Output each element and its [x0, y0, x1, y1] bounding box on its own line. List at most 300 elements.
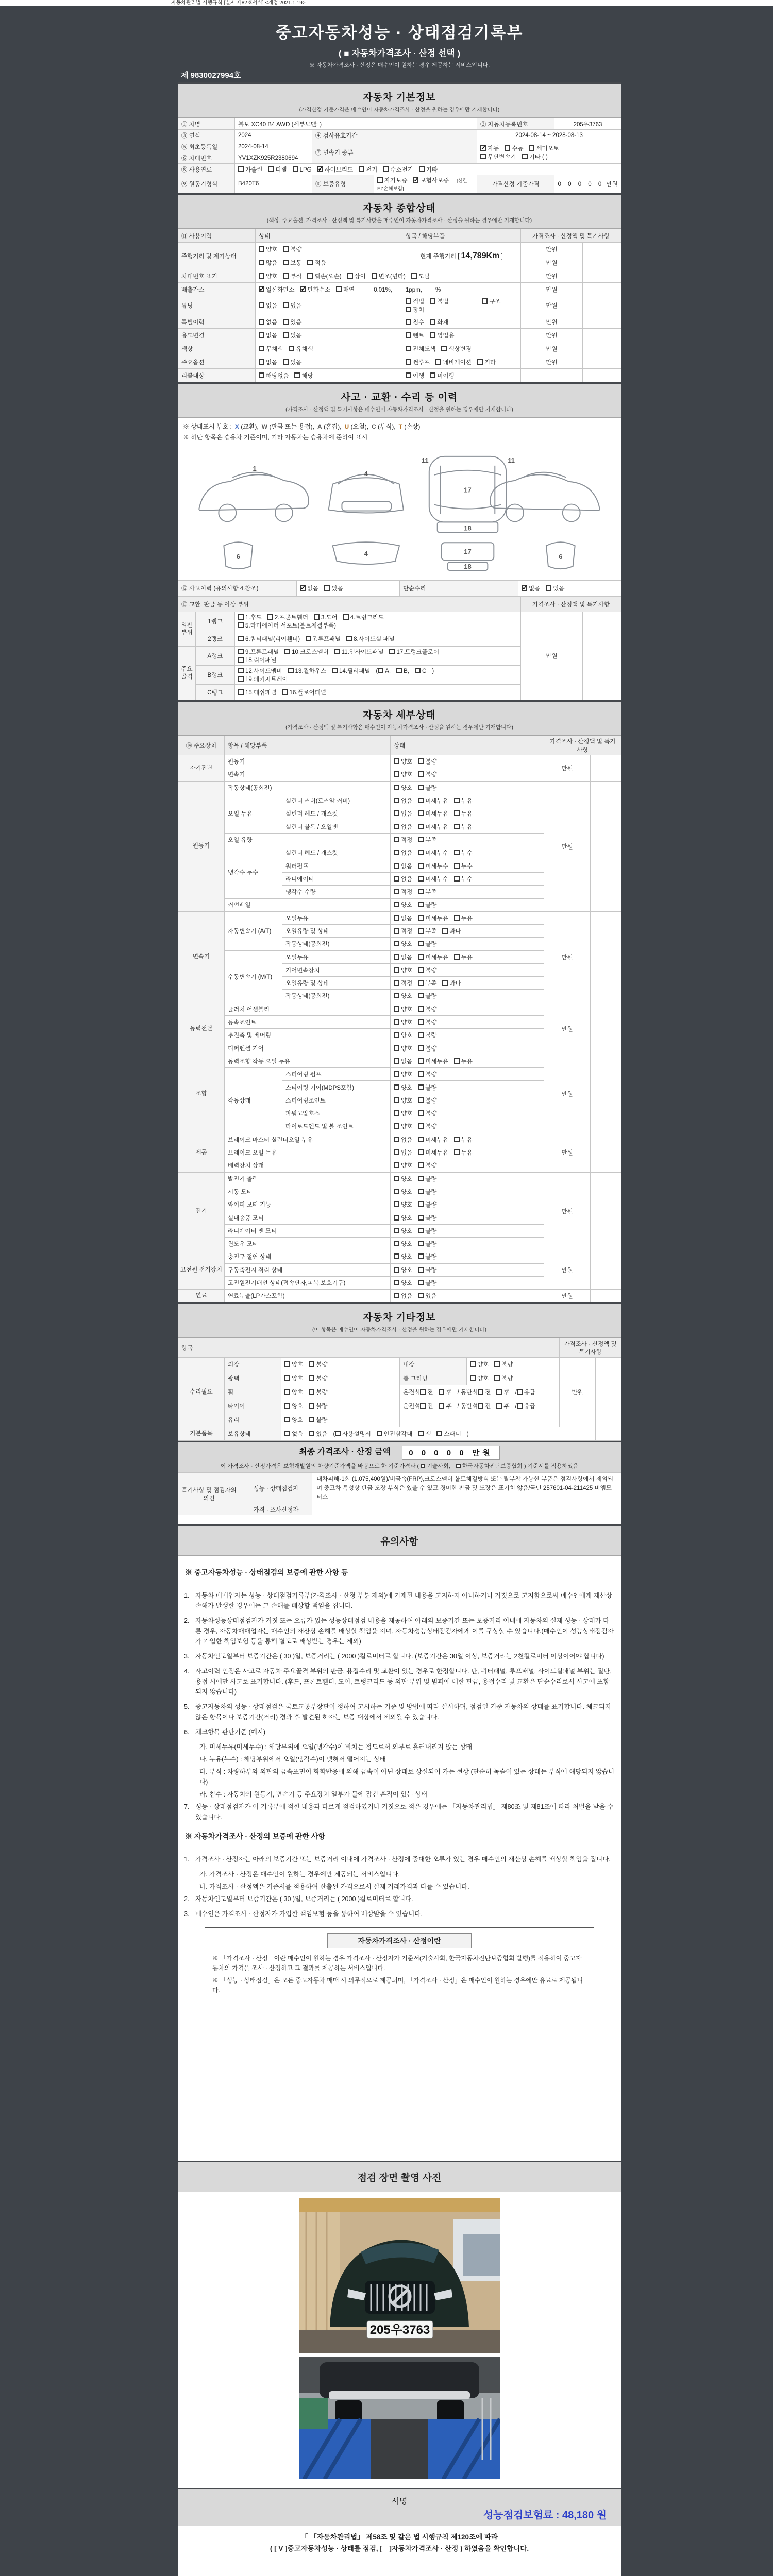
checkbox[interactable] [406, 319, 411, 325]
checkbox[interactable] [418, 1006, 424, 1012]
cell-text: 0 0 0 0 0 [558, 181, 604, 188]
checkbox[interactable] [284, 1361, 290, 1367]
checkbox[interactable] [238, 668, 244, 673]
checkbox[interactable] [259, 273, 264, 279]
cell-text: 0.01%, [374, 286, 393, 293]
checkbox[interactable] [394, 1006, 399, 1012]
checkbox[interactable] [430, 332, 435, 338]
checkbox[interactable] [259, 359, 264, 365]
checkbox-option [284, 1360, 303, 1368]
checkbox[interactable] [419, 166, 425, 172]
checkbox-option [454, 849, 473, 857]
checkbox[interactable] [394, 850, 399, 855]
checkbox[interactable] [454, 1137, 460, 1142]
checkbox[interactable] [454, 1058, 460, 1064]
checkbox[interactable] [307, 260, 313, 265]
checkbox[interactable] [546, 585, 551, 591]
checkbox[interactable] [394, 889, 399, 894]
checkbox[interactable] [309, 1361, 314, 1367]
checkbox[interactable] [418, 967, 424, 973]
checkbox[interactable] [335, 1431, 341, 1436]
checkbox[interactable] [394, 824, 399, 829]
checkbox[interactable] [394, 980, 399, 986]
table-cell [256, 315, 402, 329]
checkbox[interactable] [259, 246, 264, 252]
checkbox[interactable] [267, 614, 273, 620]
notice-item-number: 3. [184, 1653, 190, 1660]
checkbox[interactable] [494, 1375, 500, 1381]
checkbox-label: 자동 [488, 145, 499, 152]
checkbox[interactable] [396, 668, 402, 673]
table-cell: 브레이크 오일 누유 [225, 1146, 391, 1159]
checkbox[interactable] [259, 286, 264, 292]
checkbox[interactable] [394, 1058, 399, 1064]
checkbox[interactable] [309, 1403, 314, 1409]
checkbox-label: 없음 [266, 359, 278, 366]
checkbox[interactable] [418, 993, 424, 998]
checkbox[interactable] [359, 166, 364, 172]
checkbox[interactable] [418, 1189, 424, 1194]
notice-item [184, 1894, 615, 1904]
checkbox[interactable] [454, 1149, 460, 1155]
checkbox[interactable] [406, 298, 411, 304]
checkbox[interactable] [517, 1403, 523, 1409]
checkbox-label: 기타 ( ) [529, 154, 548, 160]
checkbox[interactable] [300, 585, 306, 591]
checkbox[interactable] [418, 915, 424, 921]
table-cell [391, 1133, 544, 1146]
checkbox[interactable] [389, 649, 395, 654]
checkbox[interactable] [394, 1137, 399, 1142]
checkbox[interactable] [394, 1241, 399, 1246]
checkbox[interactable] [418, 863, 424, 869]
checkbox[interactable] [418, 1241, 424, 1246]
checkbox[interactable] [418, 850, 424, 855]
checkbox[interactable] [394, 1162, 399, 1168]
notice-item [184, 1666, 615, 1697]
checkbox[interactable] [418, 954, 424, 960]
checkbox-label: 양호 [401, 1241, 413, 1248]
table-cell: 만원 [521, 269, 583, 283]
checkbox[interactable] [421, 1464, 425, 1468]
checkbox[interactable] [394, 1176, 399, 1181]
table-cell: 조향 [178, 1055, 225, 1133]
checkbox[interactable] [439, 1403, 444, 1409]
checkbox[interactable] [334, 649, 340, 654]
checkbox[interactable] [394, 771, 399, 777]
checkbox[interactable] [480, 154, 486, 159]
checkbox[interactable] [394, 1228, 399, 1233]
checkbox[interactable] [394, 928, 399, 934]
checkbox[interactable] [430, 372, 435, 378]
notice-item [184, 1789, 615, 1800]
checkbox[interactable] [238, 689, 244, 695]
section-history-header [178, 382, 621, 418]
checkbox[interactable] [442, 980, 448, 986]
checkbox-label: 없음 [266, 332, 278, 339]
checkbox[interactable] [378, 668, 383, 673]
checkbox-option [470, 1374, 489, 1382]
checkbox[interactable] [454, 798, 460, 803]
checkbox[interactable] [288, 668, 294, 673]
checkbox[interactable] [477, 359, 483, 365]
checkbox[interactable] [418, 876, 424, 882]
checkbox[interactable] [418, 980, 424, 986]
checkbox[interactable] [418, 941, 424, 946]
checkbox[interactable] [418, 1084, 424, 1090]
checkbox[interactable] [343, 614, 349, 620]
checkbox-option [394, 1175, 412, 1183]
checkbox[interactable] [418, 1019, 424, 1025]
checkbox[interactable] [418, 1228, 424, 1233]
legend-code: X [234, 423, 239, 430]
checkbox-option [420, 1402, 433, 1410]
checkbox[interactable] [394, 1267, 399, 1273]
checkbox[interactable] [470, 1375, 476, 1381]
checkbox[interactable] [394, 1280, 399, 1285]
checkbox[interactable] [238, 166, 244, 172]
table-cell: 워터펌프 [282, 859, 391, 872]
checkbox[interactable] [420, 1389, 426, 1395]
checkbox[interactable] [383, 166, 389, 172]
checkbox[interactable] [413, 177, 418, 183]
checkbox[interactable] [394, 915, 399, 921]
inspection-document [178, 82, 621, 2576]
table-cell [583, 612, 621, 700]
checkbox[interactable] [377, 177, 383, 183]
checkbox[interactable] [418, 1032, 424, 1038]
checkbox[interactable] [238, 649, 244, 654]
checkbox[interactable] [406, 372, 411, 378]
checkbox-label: 불량 [425, 785, 437, 791]
checkbox[interactable] [259, 332, 264, 338]
checkbox[interactable] [394, 902, 399, 907]
checkbox[interactable] [435, 359, 441, 365]
checkbox[interactable] [394, 1293, 399, 1298]
checkbox[interactable] [418, 1097, 424, 1103]
checkbox[interactable] [314, 614, 320, 620]
checkbox-option [394, 1252, 412, 1261]
checkbox-option [394, 979, 412, 987]
checkbox[interactable] [394, 876, 399, 882]
checkbox[interactable] [259, 319, 264, 325]
checkbox-label: 없음 [401, 1058, 413, 1065]
checkbox-label: 누유 [461, 954, 473, 961]
checkbox[interactable] [411, 273, 417, 279]
checkbox[interactable] [394, 1215, 399, 1221]
checkbox[interactable] [454, 863, 460, 869]
checkbox[interactable] [420, 1403, 426, 1409]
checkbox[interactable] [259, 302, 264, 308]
checkbox[interactable] [394, 785, 399, 790]
checkbox[interactable] [418, 1253, 424, 1259]
checkbox-label: 도말 [418, 273, 430, 280]
checkbox[interactable] [394, 758, 399, 764]
checkbox[interactable] [494, 1361, 500, 1367]
checkbox-label: 미세누유 [425, 1058, 448, 1065]
checkbox[interactable] [418, 1162, 424, 1168]
table-cell: 냉각수 수량 [282, 885, 391, 898]
checkbox[interactable] [394, 1189, 399, 1194]
checkbox[interactable] [418, 1431, 424, 1436]
checkbox[interactable] [289, 346, 294, 351]
checkbox[interactable] [238, 657, 244, 663]
checkbox-label: 매연 [343, 286, 355, 293]
checkbox[interactable] [284, 1417, 290, 1422]
checkbox-label: 미세누유 [425, 798, 448, 805]
checkbox[interactable] [332, 668, 338, 673]
table-cell: 원동기 [225, 755, 391, 768]
checkbox[interactable] [317, 166, 323, 172]
checkbox-option [454, 953, 473, 961]
checkbox[interactable] [347, 273, 353, 279]
table-cell: ⑭ 주요장치 [178, 736, 225, 755]
checkbox[interactable] [238, 622, 244, 628]
table-cell [391, 1250, 544, 1263]
checkbox[interactable] [394, 993, 399, 998]
checkbox[interactable] [394, 1123, 399, 1129]
checkbox-option [418, 1057, 448, 1065]
checkbox[interactable] [309, 1417, 314, 1422]
table-cell: 2024 [235, 130, 312, 141]
checkbox[interactable] [336, 286, 342, 292]
checkbox[interactable] [394, 1110, 399, 1116]
checkbox[interactable] [238, 614, 244, 620]
table-cell: 205우3763 [554, 118, 621, 130]
checkbox[interactable] [454, 954, 460, 960]
checkbox[interactable] [394, 1071, 399, 1077]
checkbox[interactable] [454, 915, 460, 921]
checkbox[interactable] [418, 837, 424, 842]
checkbox-label: 양호 [292, 1376, 304, 1382]
checkbox[interactable] [406, 346, 411, 351]
checkbox[interactable] [346, 636, 352, 641]
checkbox[interactable] [418, 771, 424, 777]
checkbox[interactable] [283, 359, 289, 365]
checkbox[interactable] [293, 166, 298, 172]
table-cell [583, 315, 621, 329]
checkbox[interactable] [436, 1431, 442, 1436]
table-cell: 주요골격 [178, 647, 196, 700]
checkbox[interactable] [456, 1464, 461, 1468]
checkbox[interactable] [306, 636, 311, 641]
checkbox[interactable] [238, 636, 244, 641]
table-cell: 오일누유 [282, 951, 391, 963]
checkbox[interactable] [517, 1389, 523, 1395]
notice-item-text: 자동차인도일부터 보증기간은 ( 30 )일, 보증거리는 ( 2000 )킬로미터로 합니다. (보증기간은 30일 이상, 보증거리는 2천킬로미터 이상이어야 합니다) [195, 1653, 604, 1660]
checkbox[interactable] [309, 1389, 314, 1395]
checkbox[interactable] [522, 585, 527, 591]
checkbox[interactable] [394, 1201, 399, 1207]
checkbox[interactable] [406, 359, 411, 365]
checkbox[interactable] [442, 928, 448, 934]
checkbox[interactable] [394, 1019, 399, 1025]
checkbox-label: 없음 [529, 585, 541, 592]
checkbox[interactable] [394, 941, 399, 946]
checkbox[interactable] [372, 273, 377, 279]
table-cell [583, 296, 621, 315]
table-cell: 2랭크 [196, 631, 235, 647]
checkbox[interactable] [454, 876, 460, 882]
checkbox[interactable] [418, 1045, 424, 1051]
checkbox[interactable] [418, 1123, 424, 1129]
checkbox[interactable] [430, 319, 435, 325]
table-row [178, 329, 621, 342]
table-cell: 휠 [225, 1385, 281, 1399]
legend-code-desc: (교환), [239, 423, 259, 430]
checkbox-option [415, 668, 426, 674]
checkbox[interactable] [415, 668, 421, 673]
checkbox-label: 스패너 [444, 1431, 461, 1438]
checkbox[interactable] [430, 298, 435, 304]
checkbox-label: 보통 [290, 260, 302, 266]
section-etc-subtitle: (이 항목은 매수인이 자동차가격조사 · 산정을 원하는 경우에만 기재합니다) [312, 1327, 487, 1333]
checkbox[interactable] [439, 1389, 444, 1395]
checkbox[interactable] [268, 166, 274, 172]
checkbox[interactable] [480, 145, 486, 151]
checkbox[interactable] [259, 346, 264, 351]
checkbox[interactable] [418, 1110, 424, 1116]
checkbox-label: 미세누수 [425, 863, 448, 870]
checkbox[interactable] [418, 1058, 424, 1064]
checkbox[interactable] [394, 863, 399, 869]
checkbox[interactable] [418, 889, 424, 894]
checkbox-label: 불량 [316, 1362, 328, 1368]
checkbox[interactable] [309, 1375, 314, 1381]
checkbox[interactable] [394, 798, 399, 803]
notice-item [184, 1767, 615, 1787]
checkbox[interactable] [284, 1431, 290, 1436]
checkbox[interactable] [283, 332, 289, 338]
checkbox[interactable] [478, 1403, 483, 1409]
checkbox[interactable] [259, 260, 264, 265]
table-row [178, 1427, 621, 1441]
checkbox[interactable] [496, 1403, 502, 1409]
checkbox[interactable] [441, 346, 447, 351]
checkbox-option [396, 668, 409, 674]
checkbox[interactable] [394, 1084, 399, 1090]
checkbox[interactable] [478, 1389, 483, 1395]
checkbox[interactable] [394, 837, 399, 842]
checkbox[interactable] [394, 1149, 399, 1155]
table-cell: 오일 유량 [225, 833, 391, 846]
checkbox[interactable] [418, 928, 424, 934]
checkbox[interactable] [418, 902, 424, 907]
checkbox[interactable] [418, 1071, 424, 1077]
checkbox[interactable] [496, 1389, 502, 1395]
checkbox-option [454, 796, 473, 805]
checkbox[interactable] [284, 1389, 290, 1395]
checkbox[interactable] [283, 246, 289, 252]
checkbox[interactable] [284, 1403, 290, 1409]
table-cell [591, 1133, 621, 1172]
checkbox[interactable] [284, 649, 290, 654]
table-cell [402, 342, 521, 355]
checkbox-label: 없음 [266, 303, 278, 309]
checkbox[interactable] [418, 1149, 424, 1155]
checkbox[interactable] [418, 1267, 424, 1273]
checkbox[interactable] [283, 260, 289, 265]
checkbox[interactable] [238, 676, 244, 682]
checkbox-label: 기술사회, [427, 1463, 450, 1470]
checkbox[interactable] [283, 319, 289, 325]
checkbox[interactable] [470, 1361, 476, 1367]
checkbox[interactable] [418, 758, 424, 764]
table-row [178, 229, 621, 243]
checkbox[interactable] [294, 372, 300, 378]
checkbox-label: 누수 [461, 850, 473, 857]
checkbox[interactable] [394, 1032, 399, 1038]
checkbox[interactable] [418, 1176, 424, 1181]
checkbox[interactable] [307, 273, 313, 279]
checkbox-option [418, 1161, 436, 1170]
checkbox[interactable] [394, 1045, 399, 1051]
checkbox[interactable] [300, 286, 306, 292]
table-cell [391, 951, 544, 963]
accident-history-table [178, 580, 621, 596]
diagram-label: 11 [508, 456, 515, 464]
checkbox[interactable] [394, 967, 399, 973]
checkbox-option [394, 770, 412, 778]
checkbox[interactable] [529, 145, 534, 151]
checkbox[interactable] [418, 1215, 424, 1221]
table-cell [467, 1358, 560, 1371]
checkbox[interactable] [418, 824, 424, 829]
checkbox[interactable] [482, 298, 488, 304]
checkbox[interactable] [394, 810, 399, 816]
checkbox[interactable] [418, 810, 424, 816]
checkbox[interactable] [454, 850, 460, 855]
checkbox[interactable] [284, 1375, 290, 1381]
checkbox[interactable] [454, 810, 460, 816]
checkbox[interactable] [259, 372, 264, 378]
checkbox[interactable] [418, 1280, 424, 1285]
checkbox[interactable] [309, 1431, 314, 1436]
table-row [178, 118, 621, 130]
checkbox-label: 많음 [266, 260, 278, 266]
checkbox[interactable] [283, 302, 289, 308]
checkbox-option [418, 1070, 436, 1078]
checkbox[interactable] [418, 798, 424, 803]
checkbox[interactable] [418, 785, 424, 790]
cell-text: / [515, 1389, 517, 1396]
checkbox[interactable] [406, 332, 411, 338]
checkbox[interactable] [418, 1293, 424, 1298]
checkbox[interactable] [283, 273, 289, 279]
checkbox[interactable] [522, 154, 528, 159]
checkbox[interactable] [394, 954, 399, 960]
checkbox[interactable] [406, 307, 411, 312]
table-cell [391, 781, 544, 794]
checkbox[interactable] [324, 585, 330, 591]
table-cell: 기어변속장치 [282, 963, 391, 976]
table-cell [521, 369, 583, 382]
checkbox[interactable] [418, 1201, 424, 1207]
checkbox[interactable] [394, 1097, 399, 1103]
checkbox[interactable] [377, 1431, 382, 1436]
notice-item-text: 성능 · 상태점검자가 이 기록부에 적힌 내용과 다르게 점검하였거나 거짓으로 적은 경우에는 「자동차관리법」 제80조 및 제81조에 따라 처벌을 받을 수 있습니다. [195, 1803, 614, 1821]
cell-text: ) [466, 1431, 469, 1438]
table-cell [391, 885, 544, 898]
checkbox[interactable] [282, 689, 288, 695]
checkbox-option [268, 165, 287, 174]
checkbox[interactable] [394, 1253, 399, 1259]
checkbox-label: 양호 [292, 1389, 304, 1396]
table-cell [391, 1107, 544, 1120]
checkbox[interactable] [505, 145, 510, 151]
checkbox[interactable] [454, 824, 460, 829]
checkbox[interactable] [418, 1137, 424, 1142]
